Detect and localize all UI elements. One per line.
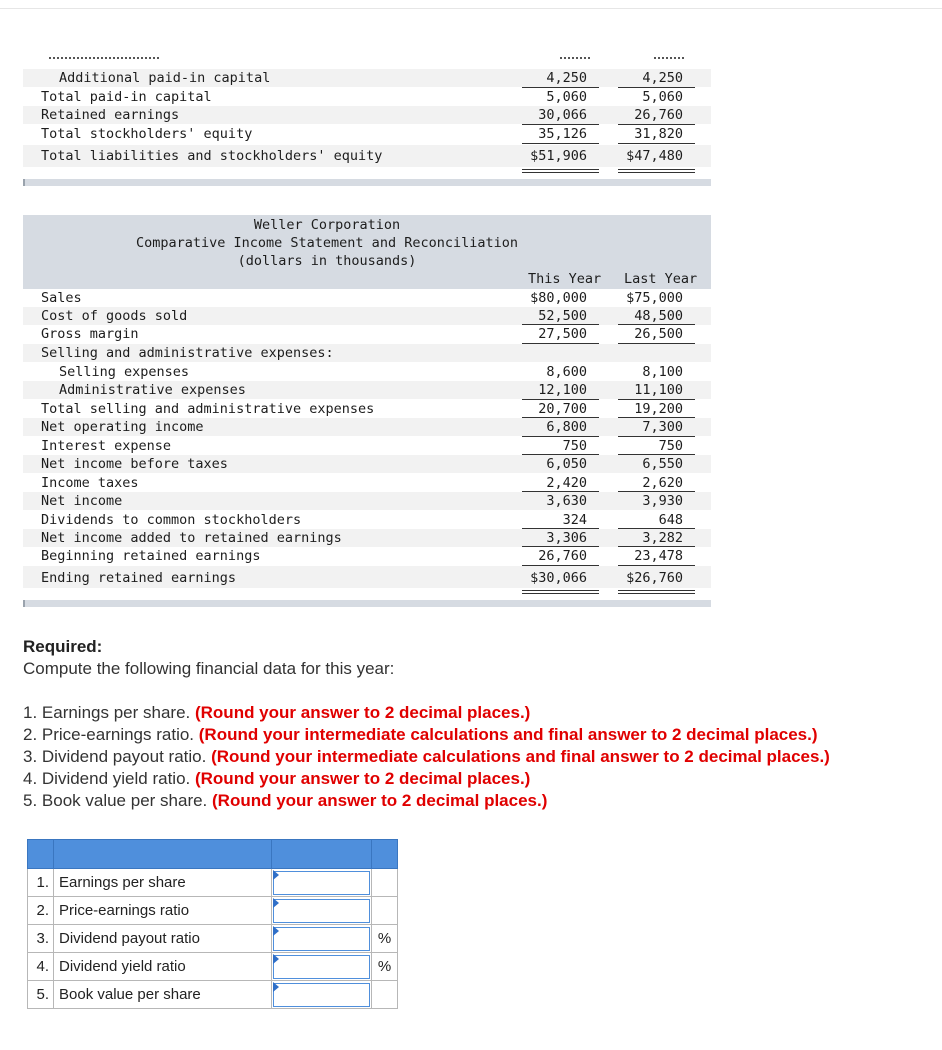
last-year-value: 2,620 xyxy=(642,475,683,491)
this-year-value: 35,126 xyxy=(538,126,587,142)
row-label: Retained earnings xyxy=(41,107,180,123)
dividend-payout-ratio-input[interactable] xyxy=(273,927,370,951)
required-list xyxy=(23,702,933,812)
answer-cell xyxy=(272,869,372,897)
this-year-value: 5,060 xyxy=(546,89,587,105)
row-label: Dividend payout ratio xyxy=(54,925,272,953)
row-label: Beginning retained earnings xyxy=(41,548,261,564)
answer-cell xyxy=(272,925,372,953)
row-label: Additional paid-in capital xyxy=(59,70,271,86)
row-label: Total paid-in capital xyxy=(41,89,212,105)
this-year-value: 3,630 xyxy=(546,493,587,509)
this-year-value: 6,050 xyxy=(546,456,587,472)
table-row xyxy=(23,325,711,343)
double-underline xyxy=(522,593,599,594)
underline xyxy=(618,343,695,344)
item-text: 2. Price-earnings ratio. xyxy=(23,725,199,744)
last-year-value: $75,000 xyxy=(626,290,683,306)
this-year-value: 3,306 xyxy=(546,530,587,546)
underline xyxy=(618,143,695,144)
table-row xyxy=(23,566,711,588)
earnings-per-share-input[interactable] xyxy=(273,871,370,895)
percent-unit: % xyxy=(372,953,398,981)
row-number: 4. xyxy=(28,953,54,981)
row-label: Net income xyxy=(41,493,123,509)
this-year-value: $51,906 xyxy=(530,148,587,164)
row-label: Administrative expenses xyxy=(59,382,246,398)
company-name: Weller Corporation xyxy=(253,217,401,233)
price-earnings-ratio-input[interactable] xyxy=(273,899,370,923)
row-label: Price-earnings ratio xyxy=(54,897,272,925)
double-underline xyxy=(522,172,599,173)
answer-cell xyxy=(272,981,372,1009)
this-year-value: 26,760 xyxy=(538,548,587,564)
statement-title: Comparative Income Statement and Reconciliation xyxy=(135,235,518,251)
answer-row-price-earnings-ratio xyxy=(28,897,398,925)
this-year-value: 750 xyxy=(562,438,587,454)
answer-table xyxy=(27,839,398,1009)
list-item xyxy=(23,790,933,812)
statement-units: (dollars in thousands) xyxy=(237,253,417,269)
required-section xyxy=(23,637,923,679)
table-row xyxy=(23,145,711,167)
row-label: Sales xyxy=(41,290,82,306)
table-row xyxy=(23,69,711,87)
table-row xyxy=(23,381,711,399)
section-footer-bar xyxy=(23,179,711,186)
answer-row-dividend-yield-ratio xyxy=(28,953,398,981)
row-label: Total selling and administrative expenses xyxy=(41,401,375,417)
last-year-value: $47,480 xyxy=(626,148,683,164)
column-header-last-year: Last Year xyxy=(624,271,698,287)
cell-marker-icon xyxy=(273,954,279,964)
double-underline xyxy=(522,590,599,591)
table-row xyxy=(23,418,711,436)
last-year-value: 4,250 xyxy=(642,70,683,86)
row-label: Book value per share xyxy=(54,981,272,1009)
table-row xyxy=(23,125,711,143)
table-row xyxy=(23,363,711,381)
table-row xyxy=(23,547,711,565)
list-item xyxy=(23,746,933,768)
row-label: Total liabilities and stockholders' equity xyxy=(41,148,383,164)
last-year-value: 19,200 xyxy=(634,401,683,417)
row-label: Interest expense xyxy=(41,438,172,454)
last-year-value: 8,100 xyxy=(642,364,683,380)
row-label: Earnings per share xyxy=(54,869,272,897)
item-text: 5. Book value per share. xyxy=(23,791,213,810)
row-number: 3. xyxy=(28,925,54,953)
cell-marker-icon xyxy=(273,926,279,936)
double-underline xyxy=(618,590,695,591)
percent-unit: % xyxy=(372,925,398,953)
table-row xyxy=(23,455,711,473)
row-label: Cost of goods sold xyxy=(41,308,188,324)
this-year-value: 12,100 xyxy=(538,382,587,398)
table-row xyxy=(23,344,711,362)
table-row xyxy=(23,511,711,529)
last-year-value: 11,100 xyxy=(634,382,683,398)
row-label: Dividend yield ratio xyxy=(54,953,272,981)
last-year-value: 648 xyxy=(658,512,683,528)
row-number: 1. xyxy=(28,869,54,897)
row-label: Selling expenses xyxy=(59,364,190,380)
answer-row-earnings-per-share xyxy=(28,869,398,897)
last-year-value: 3,930 xyxy=(642,493,683,509)
this-year-value: 30,066 xyxy=(538,107,587,123)
last-year-value: 31,820 xyxy=(634,126,683,142)
unit-cell xyxy=(372,897,398,925)
underline xyxy=(522,143,599,144)
list-item xyxy=(23,768,933,790)
last-year-value: 6,550 xyxy=(642,456,683,472)
required-heading: Required: xyxy=(23,637,103,656)
dividend-yield-ratio-input[interactable] xyxy=(273,955,370,979)
cell-marker-icon xyxy=(273,898,279,908)
last-year-value: 750 xyxy=(658,438,683,454)
item-text: 1. Earnings per share. xyxy=(23,703,195,722)
double-underline xyxy=(618,172,695,173)
row-label: Selling and administrative expenses: xyxy=(41,345,334,361)
row-label: Income taxes xyxy=(41,475,139,491)
table-row xyxy=(23,88,711,106)
income-statement xyxy=(23,215,711,610)
last-year-value: 7,300 xyxy=(642,419,683,435)
table-row xyxy=(23,106,711,124)
item-text: 4. Dividend yield ratio. xyxy=(23,769,195,788)
last-year-value: 5,060 xyxy=(642,89,683,105)
answer-row-book-value-per-share xyxy=(28,981,398,1009)
required-intro: Compute the following financial data for this year: xyxy=(23,659,395,678)
statement-header xyxy=(23,215,711,289)
column-header-this-year: This Year xyxy=(528,271,602,287)
row-label: Gross margin xyxy=(41,326,139,342)
table-row xyxy=(23,437,711,455)
underline xyxy=(522,343,599,344)
last-year-value: 26,500 xyxy=(634,326,683,342)
double-underline xyxy=(618,169,695,170)
cell-marker-icon xyxy=(273,870,279,880)
row-number: 5. xyxy=(28,981,54,1009)
double-underline xyxy=(522,169,599,170)
row-number: 2. xyxy=(28,897,54,925)
this-year-value: 52,500 xyxy=(538,308,587,324)
this-year-value: 8,600 xyxy=(546,364,587,380)
this-year-value: 6,800 xyxy=(546,419,587,435)
row-label: Dividends to common stockholders xyxy=(41,512,302,528)
this-year-value: 27,500 xyxy=(538,326,587,342)
rounding-note: (Round your answer to 2 decimal places.) xyxy=(212,791,548,810)
cell-marker-icon xyxy=(273,982,279,992)
balance-sheet-fragment xyxy=(23,60,711,190)
answer-row-dividend-payout-ratio xyxy=(28,925,398,953)
table-row xyxy=(23,492,711,510)
rounding-note: (Round your intermediate calculations and final answer to 2 decimal places.) xyxy=(211,747,830,766)
header-cell xyxy=(28,840,54,869)
rounding-note: (Round your answer to 2 decimal places.) xyxy=(194,769,531,788)
this-year-value: $30,066 xyxy=(530,570,587,586)
last-year-value: 26,760 xyxy=(634,107,683,123)
row-label: Net operating income xyxy=(41,419,204,435)
list-item xyxy=(23,702,933,724)
this-year-value: 324 xyxy=(562,512,587,528)
book-value-per-share-input[interactable] xyxy=(273,983,370,1007)
table-row xyxy=(23,307,711,325)
double-underline xyxy=(618,593,695,594)
this-year-value: 20,700 xyxy=(538,401,587,417)
section-footer-bar xyxy=(23,600,711,607)
answer-cell xyxy=(272,897,372,925)
last-year-value: 23,478 xyxy=(634,548,683,564)
last-year-value: $26,760 xyxy=(626,570,683,586)
item-text: 3. Dividend payout ratio. xyxy=(23,747,212,766)
row-label: Net income added to retained earnings xyxy=(41,530,342,546)
row-label: Net income before taxes xyxy=(41,456,228,472)
this-year-value: 4,250 xyxy=(546,70,587,86)
table-row xyxy=(23,289,711,307)
table-row xyxy=(23,400,711,418)
last-year-value: 48,500 xyxy=(634,308,683,324)
rounding-note: (Round your answer to 2 decimal places.) xyxy=(194,703,531,722)
this-year-value: 2,420 xyxy=(546,475,587,491)
header-cell xyxy=(272,840,372,869)
unit-cell xyxy=(372,869,398,897)
header-cell xyxy=(54,840,272,869)
answer-cell xyxy=(272,953,372,981)
unit-cell xyxy=(372,981,398,1009)
table-row xyxy=(23,529,711,547)
this-year-value: $80,000 xyxy=(530,290,587,306)
header-cell xyxy=(372,840,398,869)
row-label: Ending retained earnings xyxy=(41,570,237,586)
last-year-value: 3,282 xyxy=(642,530,683,546)
top-divider xyxy=(0,8,942,9)
list-item xyxy=(23,724,933,746)
answer-table-header xyxy=(28,840,398,869)
clipped-row xyxy=(23,54,711,62)
row-label: Total stockholders' equity xyxy=(41,126,253,142)
rounding-note: (Round your intermediate calculations and final answer to 2 decimal places.) xyxy=(198,725,818,744)
table-row xyxy=(23,474,711,492)
